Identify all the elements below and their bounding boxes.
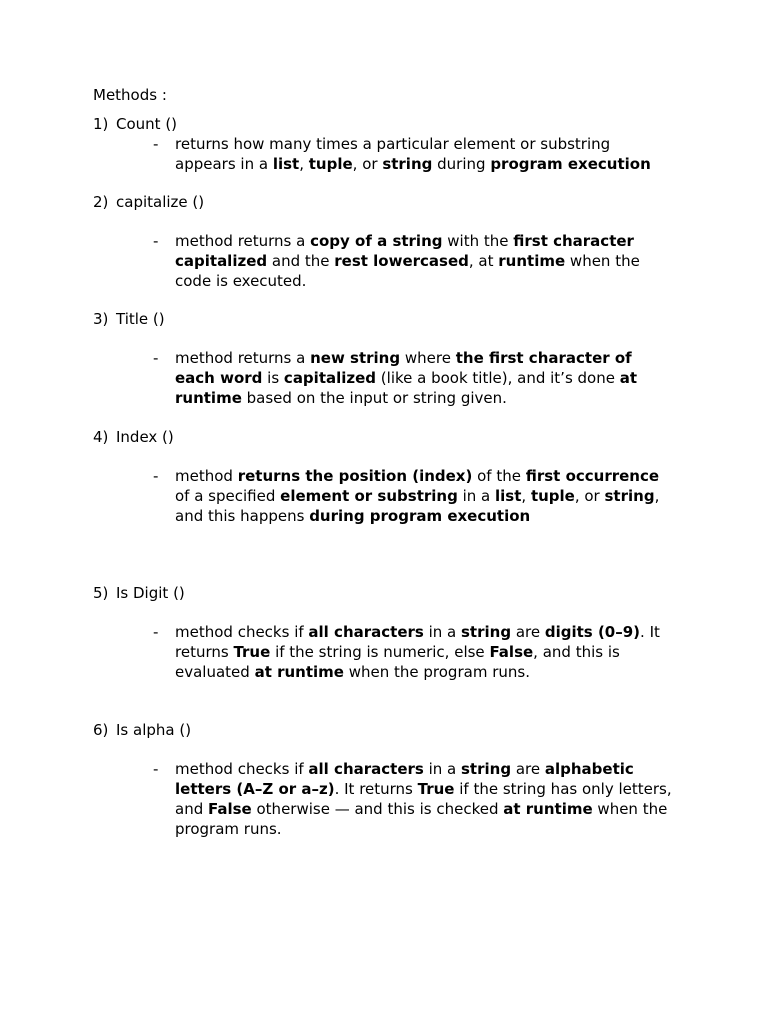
- method-title: [93, 193, 713, 213]
- method-bullet: [93, 349, 713, 408]
- bullet-dash: -: [153, 134, 159, 153]
- method-description: [175, 349, 675, 408]
- method-name: capitalize (): [116, 193, 205, 211]
- description-text: based on the input or string given.: [241, 388, 507, 407]
- description-text: in a: [423, 760, 461, 779]
- method-bullet: [93, 135, 713, 175]
- method-bullet: [93, 760, 713, 839]
- method-name: Title (): [116, 310, 165, 328]
- description-text: in a: [423, 623, 461, 642]
- method-title: [93, 584, 713, 604]
- description-text: . It returns: [334, 780, 418, 799]
- bold-term: alphabetic letters (A–Z or a–z): [175, 760, 634, 799]
- description-text: (like a book title), and it’s done: [376, 369, 620, 388]
- description-text: method returns a: [175, 232, 311, 251]
- method-number: 6): [93, 721, 109, 739]
- method-item-count: [93, 115, 713, 174]
- description-text: , at: [468, 252, 499, 271]
- description-text: method checks if: [175, 623, 309, 642]
- bold-term: first occurrence: [525, 467, 660, 486]
- description-text: method returns a: [175, 349, 311, 368]
- method-number: 3): [93, 310, 109, 328]
- description-text: with the: [442, 232, 514, 251]
- method-item-isdigit: [93, 584, 713, 683]
- description-text: when the code is executed.: [175, 252, 640, 290]
- method-bullet: [93, 623, 713, 682]
- method-description: [175, 760, 675, 839]
- bold-term: returns the position (index): [237, 467, 473, 486]
- description-text: is: [262, 369, 284, 388]
- bold-term: string: [382, 154, 433, 173]
- method-item-isalpha: [93, 721, 713, 839]
- bullet-dash: -: [153, 232, 159, 251]
- bold-term: False: [208, 799, 252, 818]
- method-description: [175, 135, 675, 175]
- bold-term: tuple: [308, 154, 353, 173]
- bold-term: string: [461, 760, 512, 779]
- description-text: if the string has only letters, and: [175, 780, 672, 818]
- bold-term: new string: [310, 349, 401, 368]
- description-text: where: [400, 349, 456, 368]
- description-text: returns how many times a particular element or substring appears in a: [175, 134, 611, 173]
- bold-term: all characters: [308, 623, 424, 642]
- bullet-dash: -: [153, 760, 159, 779]
- bold-term: runtime: [498, 252, 566, 271]
- method-number: 2): [93, 193, 109, 211]
- method-item-capitalize: [93, 193, 713, 292]
- method-title: [93, 428, 713, 448]
- bold-term: at runtime: [503, 799, 593, 818]
- method-number: 5): [93, 584, 109, 602]
- description-text: in a: [457, 487, 495, 506]
- description-text: if the string is numeric, else: [270, 643, 490, 662]
- method-name: Index (): [116, 428, 174, 446]
- description-text: ,: [521, 487, 531, 506]
- method-item-title: [93, 310, 713, 409]
- bullet-dash: -: [153, 349, 159, 368]
- description-text: are: [511, 623, 545, 642]
- method-bullet: [93, 467, 713, 526]
- method-item-index: [93, 428, 713, 527]
- description-text: of the: [472, 467, 526, 486]
- method-title: [93, 115, 713, 135]
- method-title: [93, 721, 713, 741]
- bold-term: string: [604, 487, 655, 506]
- method-bullet: [93, 232, 713, 291]
- method-number: 1): [93, 115, 109, 133]
- description-text: . It returns: [175, 623, 660, 662]
- bold-term: False: [489, 643, 534, 662]
- bold-term: list: [272, 154, 300, 173]
- bold-term: all characters: [308, 760, 424, 779]
- bold-term: during program execution: [309, 506, 531, 525]
- description-text: when the program runs.: [343, 662, 530, 681]
- bold-term: element or substring: [280, 487, 458, 506]
- description-text: ,: [299, 154, 309, 173]
- description-text: when the program runs.: [175, 799, 668, 838]
- method-number: 4): [93, 428, 109, 446]
- bold-term: True: [417, 780, 455, 799]
- bold-term: copy of a string: [310, 232, 443, 251]
- bold-term: first character capitalized: [175, 232, 634, 271]
- description-text: and the: [267, 252, 335, 271]
- description-text: otherwise — and this is checked: [251, 799, 504, 818]
- description-text: method: [175, 467, 238, 486]
- description-text: during: [432, 154, 491, 173]
- method-title: [93, 310, 713, 330]
- bold-term: at runtime: [175, 369, 638, 407]
- method-description: [175, 467, 675, 526]
- description-text: method checks if: [175, 760, 309, 779]
- description-text: of a specified: [175, 487, 281, 506]
- description-text: , and this happens: [175, 487, 660, 525]
- bold-term: True: [233, 643, 271, 662]
- description-text: , or: [352, 154, 383, 173]
- bold-term: capitalized: [283, 369, 377, 388]
- description-text: , or: [574, 487, 605, 506]
- bold-term: list: [495, 487, 522, 506]
- method-name: Is alpha (): [116, 721, 192, 739]
- method-name: Is Digit (): [116, 584, 185, 602]
- bold-term: at runtime: [254, 662, 344, 681]
- bold-term: string: [461, 623, 512, 642]
- bold-term: rest lowercased: [334, 252, 469, 271]
- method-description: [175, 623, 675, 682]
- bold-term: the first character of each word: [175, 349, 632, 388]
- bold-term: tuple: [530, 487, 575, 506]
- description-text: , and this is evaluated: [175, 643, 620, 681]
- bullet-dash: -: [153, 623, 159, 642]
- bold-term: digits (0–9): [544, 623, 641, 642]
- document-heading: Methods :: [93, 86, 167, 104]
- description-text: are: [511, 760, 545, 779]
- bold-term: program execution: [490, 154, 651, 173]
- bullet-dash: -: [153, 467, 159, 486]
- method-name: Count (): [116, 115, 178, 133]
- method-description: [175, 232, 675, 291]
